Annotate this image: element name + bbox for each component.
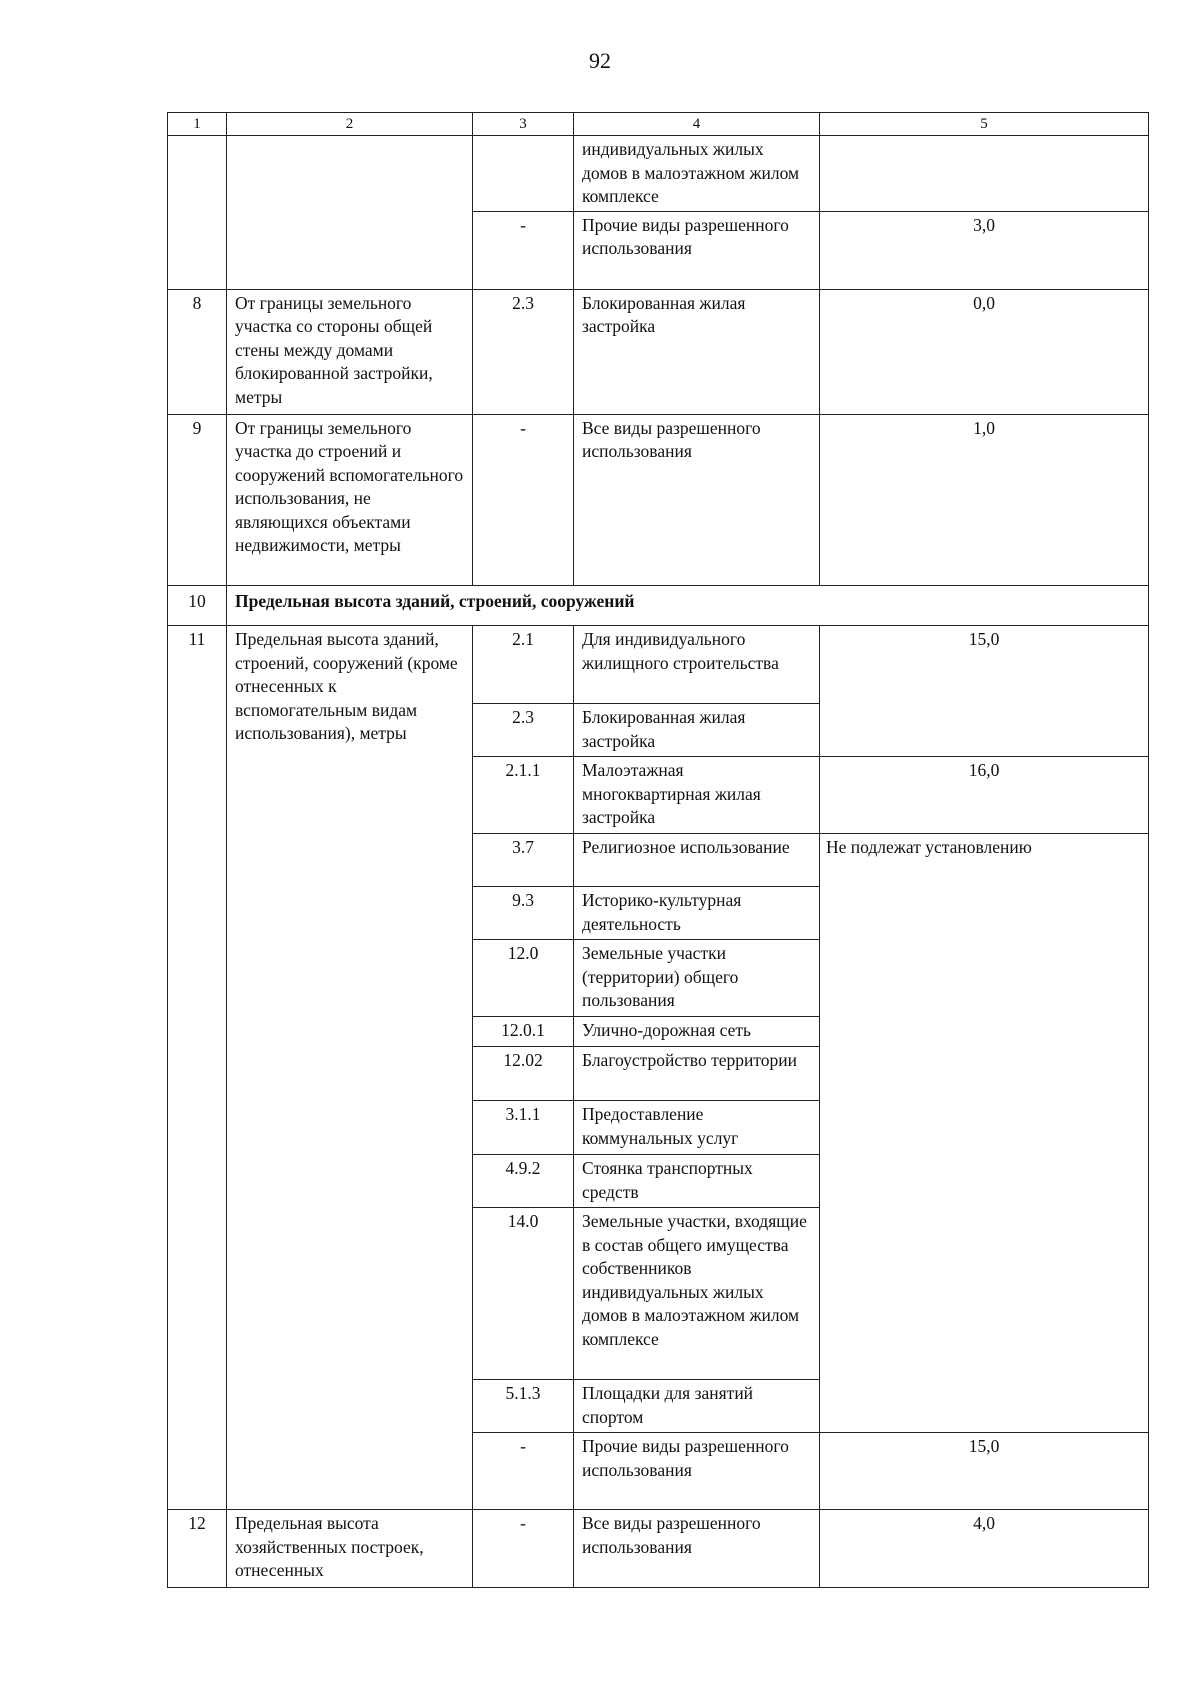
- table-row: [168, 1510, 1149, 1588]
- code-cell: -: [473, 1510, 574, 1588]
- value-cell: 1,0: [820, 414, 1149, 585]
- value-cell: 3,0: [820, 211, 1149, 289]
- table-row: [168, 289, 1149, 414]
- header-col-1: 1: [168, 113, 227, 136]
- section-row: [168, 585, 1149, 626]
- use-type-cell: Историко-культурная деятельность: [574, 887, 820, 940]
- parameter-cell: Предельная высота хозяйственных построек, отнесенных: [227, 1510, 473, 1588]
- table-row: [168, 414, 1149, 585]
- row-number-cell: 12: [168, 1510, 227, 1588]
- parameter-cell: От границы земельного участка со стороны общей стены между домами блокированной застройки, метры: [227, 289, 473, 414]
- value-cell: 15,0: [820, 1433, 1149, 1510]
- use-type-cell: Для индивидуального жилищного строительства: [574, 626, 820, 704]
- header-col-3: 3: [473, 113, 574, 136]
- use-type-cell: Площадки для занятий спортом: [574, 1380, 820, 1433]
- use-type-cell: Прочие виды разрешенного использования: [574, 211, 820, 289]
- use-type-cell: Все виды разрешенного использования: [574, 414, 820, 585]
- code-cell: 2.3: [473, 704, 574, 757]
- code-cell: 2.1: [473, 626, 574, 704]
- use-type-cell: Благоустройство территории: [574, 1047, 820, 1101]
- code-cell: 12.0.1: [473, 1017, 574, 1047]
- use-type-cell: Блокированная жилая застройка: [574, 289, 820, 414]
- use-type-cell: Стоянка транспортных средств: [574, 1155, 820, 1208]
- value-cell: [820, 136, 1149, 212]
- row-number-cell: 8: [168, 289, 227, 414]
- use-type-cell: Прочие виды разрешенного использования: [574, 1433, 820, 1510]
- code-cell: 4.9.2: [473, 1155, 574, 1208]
- code-cell: 5.1.3: [473, 1380, 574, 1433]
- parameter-cell: От границы земельного участка до строений и сооружений вспомогательного использования, не являющихся объектами недвижимости, метры: [227, 414, 473, 585]
- header-col-4: 4: [574, 113, 820, 136]
- value-cell: Не подлежат установлению: [820, 834, 1149, 1433]
- row-number-cell: 9: [168, 414, 227, 585]
- value-cell: 16,0: [820, 757, 1149, 834]
- code-cell: -: [473, 1433, 574, 1510]
- row-number-cell: [168, 136, 227, 290]
- code-cell: 3.7: [473, 834, 574, 887]
- value-cell: 0,0: [820, 289, 1149, 414]
- regulations-table: [167, 112, 1149, 1588]
- header-col-5: 5: [820, 113, 1149, 136]
- use-type-cell: Малоэтажная многоквартирная жилая застройка: [574, 757, 820, 834]
- use-type-cell: Все виды разрешенного использования: [574, 1510, 820, 1588]
- code-cell: 2.1.1: [473, 757, 574, 834]
- code-cell: [473, 136, 574, 212]
- parameter-cell: Предельная высота зданий, строений, сооружений (кроме отнесенных к вспомогательным видам использования), метры: [227, 626, 473, 1510]
- code-cell: -: [473, 414, 574, 585]
- section-heading: Предельная высота зданий, строений, сооружений: [227, 585, 1149, 626]
- value-cell: 15,0: [820, 626, 1149, 757]
- row-number-cell: 11: [168, 626, 227, 1510]
- row-number-cell: 10: [168, 585, 227, 626]
- table-row: [168, 626, 1149, 704]
- code-cell: 12.02: [473, 1047, 574, 1101]
- table-header-row: [168, 113, 1149, 136]
- use-type-cell: индивидуальных жилых домов в малоэтажном жилом комплексе: [574, 136, 820, 212]
- code-cell: 9.3: [473, 887, 574, 940]
- code-cell: -: [473, 211, 574, 289]
- value-cell: 4,0: [820, 1510, 1149, 1588]
- table-row: [168, 136, 1149, 212]
- use-type-cell: Религиозное использование: [574, 834, 820, 887]
- use-type-cell: Улично-дорожная сеть: [574, 1017, 820, 1047]
- code-cell: 2.3: [473, 289, 574, 414]
- use-type-cell: Предоставление коммунальных услуг: [574, 1101, 820, 1155]
- parameter-cell: [227, 136, 473, 290]
- use-type-cell: Земельные участки (территории) общего пользования: [574, 940, 820, 1017]
- code-cell: 3.1.1: [473, 1101, 574, 1155]
- use-type-cell: Блокированная жилая застройка: [574, 704, 820, 757]
- code-cell: 12.0: [473, 940, 574, 1017]
- use-type-cell: Земельные участки, входящие в состав общего имущества собственников индивидуальных жилых домов в малоэтажном жилом комплексе: [574, 1208, 820, 1380]
- code-cell: 14.0: [473, 1208, 574, 1380]
- header-col-2: 2: [227, 113, 473, 136]
- page-number: 92: [589, 48, 611, 73]
